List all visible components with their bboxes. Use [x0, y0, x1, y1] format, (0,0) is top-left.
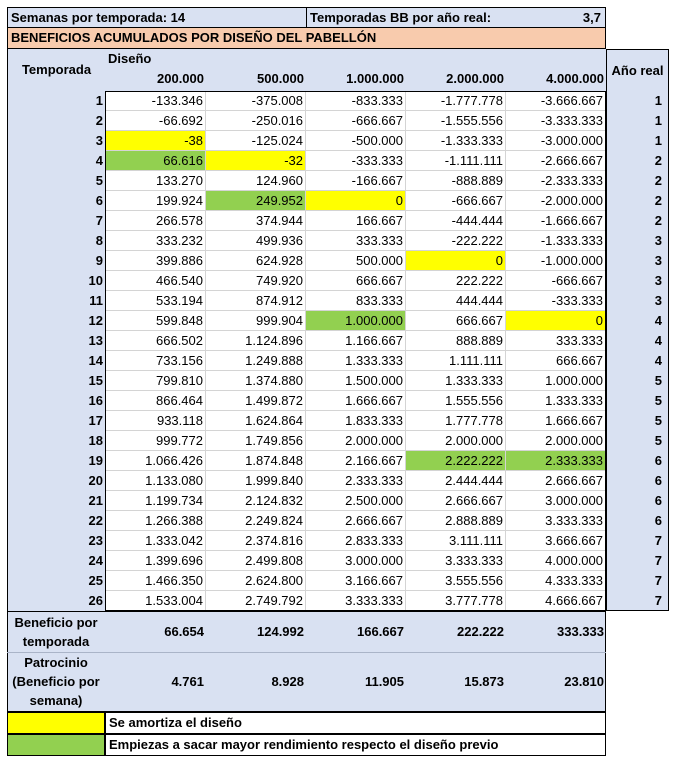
benefit-cell[interactable]: -333.333	[506, 291, 606, 311]
benefit-cell[interactable]: -500.000	[306, 131, 406, 151]
benefit-cell[interactable]: 2.374.816	[206, 531, 306, 551]
benefit-cell[interactable]: 1.333.333	[506, 391, 606, 411]
sponsorship-value[interactable]: 11.905	[364, 674, 404, 689]
benefit-cell[interactable]: 266.578	[105, 211, 206, 231]
season-number[interactable]: 25	[7, 571, 105, 591]
benefit-cell[interactable]: -1.333.333	[506, 231, 606, 251]
benefit-cell[interactable]: 2.749.792	[206, 591, 306, 611]
season-number[interactable]: 11	[7, 291, 105, 311]
season-number[interactable]: 1	[7, 91, 105, 111]
benefit-per-season-label[interactable]	[7, 611, 105, 652]
benefit-cell[interactable]: 2.499.808	[206, 551, 306, 571]
table-title[interactable]: BENEFICIOS ACUMULADOS POR DISEÑO DEL PABELLÓN	[7, 27, 606, 49]
season-number[interactable]: 19	[7, 451, 105, 471]
season-number[interactable]: 8	[7, 231, 105, 251]
benefit-cell[interactable]: 833.333	[306, 291, 406, 311]
benefit-cell[interactable]: 933.118	[105, 411, 206, 431]
benefit-per-season-value[interactable]: 66.654	[164, 624, 204, 639]
benefit-cell[interactable]: 1.133.080	[105, 471, 206, 491]
benefit-cell[interactable]: -1.333.333	[406, 131, 506, 151]
benefit-cell[interactable]: 1.666.667	[506, 411, 606, 431]
benefit-cell[interactable]: 2.666.667	[406, 491, 506, 511]
benefit-cell[interactable]: -222.222	[406, 231, 506, 251]
benefit-cell[interactable]: 999.904	[206, 311, 306, 331]
season-number[interactable]: 4	[7, 151, 105, 171]
benefit-cell[interactable]: 2.833.333	[306, 531, 406, 551]
benefit-cell[interactable]: 749.920	[206, 271, 306, 291]
benefit-cell[interactable]: 3.666.667	[506, 531, 606, 551]
real-year[interactable]: 4	[606, 331, 669, 351]
year-column-bottom-border	[606, 610, 669, 611]
benefit-cell[interactable]: 333.232	[105, 231, 206, 251]
design-header-5[interactable]: 4.000.000	[506, 69, 606, 91]
design-header-4[interactable]: 2.000.000	[406, 69, 506, 91]
benefit-cell[interactable]: 249.952	[206, 191, 306, 211]
benefit-cell[interactable]: 222.222	[406, 271, 506, 291]
benefit-cell[interactable]: -333.333	[306, 151, 406, 171]
benefit-cell[interactable]: 666.502	[105, 331, 206, 351]
benefit-cell[interactable]: 1.124.896	[206, 331, 306, 351]
season-number[interactable]: 22	[7, 511, 105, 531]
benefit-cell[interactable]: 3.166.667	[306, 571, 406, 591]
benefit-cell[interactable]: -444.444	[406, 211, 506, 231]
benefit-cell[interactable]: 2.666.667	[306, 511, 406, 531]
real-year[interactable]: 1	[606, 131, 669, 151]
real-year[interactable]: 3	[606, 231, 669, 251]
benefit-cell[interactable]: 733.156	[105, 351, 206, 371]
benefit-cell[interactable]: 3.111.111	[406, 531, 506, 551]
real-year[interactable]: 5	[606, 411, 669, 431]
real-year[interactable]: 6	[606, 451, 669, 471]
benefit-cell[interactable]: 2.000.000	[506, 431, 606, 451]
benefit-cell[interactable]: 66.616	[105, 151, 206, 171]
benefit-cell[interactable]: 124.960	[206, 171, 306, 191]
benefit-cell[interactable]: 466.540	[105, 271, 206, 291]
benefit-cell[interactable]: 166.667	[306, 211, 406, 231]
benefit-cell[interactable]: 500.000	[306, 251, 406, 271]
benefit-per-season-value[interactable]: 222.222	[457, 624, 504, 639]
benefit-cell[interactable]: -1.000.000	[506, 251, 606, 271]
benefit-cell[interactable]: 499.936	[206, 231, 306, 251]
benefit-cell[interactable]: -1.777.778	[406, 91, 506, 111]
benefit-cell[interactable]: 2.888.889	[406, 511, 506, 531]
benefit-cell[interactable]: 444.444	[406, 291, 506, 311]
real-year[interactable]: 7	[606, 571, 669, 591]
benefit-cell[interactable]: 1.111.111	[406, 351, 506, 371]
benefit-cell[interactable]: -3.333.333	[506, 111, 606, 131]
benefit-per-season-value[interactable]: 333.333	[557, 624, 604, 639]
benefit-cell[interactable]: 399.886	[105, 251, 206, 271]
benefit-cell[interactable]: 1.500.000	[306, 371, 406, 391]
benefit-cell[interactable]: -375.008	[206, 91, 306, 111]
benefit-cell[interactable]: -250.016	[206, 111, 306, 131]
benefit-cell[interactable]: -2.333.333	[506, 171, 606, 191]
season-number[interactable]: 15	[7, 371, 105, 391]
bb-seasons-per-year-label[interactable]	[306, 7, 606, 28]
benefit-label-line-2: temporada	[22, 634, 90, 649]
benefit-cell[interactable]: 0	[306, 191, 406, 211]
benefit-cell[interactable]: 666.667	[406, 311, 506, 331]
benefit-cell[interactable]: 1.533.004	[105, 591, 206, 611]
bb-seasons-value: 3,7	[582, 10, 601, 25]
real-year[interactable]: 2	[606, 171, 669, 191]
benefit-cell[interactable]: 1.066.426	[105, 451, 206, 471]
design-group-header: Diseño	[108, 51, 152, 66]
sponsorship-label[interactable]	[7, 652, 105, 712]
season-number[interactable]: 18	[7, 431, 105, 451]
benefit-cell[interactable]: 624.928	[206, 251, 306, 271]
season-column-header[interactable]: Temporada	[7, 49, 105, 91]
benefit-cell[interactable]: 2.500.000	[306, 491, 406, 511]
benefit-cell[interactable]: 2.249.824	[206, 511, 306, 531]
weeks-per-season-label[interactable]: Semanas por temporada: 14	[7, 7, 307, 28]
benefit-cell[interactable]: -2.666.667	[506, 151, 606, 171]
real-year[interactable]: 3	[606, 291, 669, 311]
benefit-cell[interactable]: 2.624.800	[206, 571, 306, 591]
benefit-cell[interactable]: 333.333	[306, 231, 406, 251]
benefit-cell[interactable]: -2.000.000	[506, 191, 606, 211]
benefit-cell[interactable]: 888.889	[406, 331, 506, 351]
season-number[interactable]: 3	[7, 131, 105, 151]
season-number[interactable]: 14	[7, 351, 105, 371]
benefit-cell[interactable]: -125.024	[206, 131, 306, 151]
benefit-cell[interactable]: 3.555.556	[406, 571, 506, 591]
season-number[interactable]: 6	[7, 191, 105, 211]
season-number[interactable]: 26	[7, 591, 105, 611]
real-year[interactable]: 1	[606, 111, 669, 131]
benefit-cell[interactable]: 2.000.000	[406, 431, 506, 451]
legend-text[interactable]: Empiezas a sacar mayor rendimiento respecto el diseño previo	[105, 734, 606, 756]
benefit-cell[interactable]: 3.000.000	[306, 551, 406, 571]
benefit-cell[interactable]: -166.667	[306, 171, 406, 191]
season-number[interactable]: 9	[7, 251, 105, 271]
benefit-cell[interactable]: 1.777.778	[406, 411, 506, 431]
benefit-cell[interactable]: 2.166.667	[306, 451, 406, 471]
benefit-cell[interactable]: 666.667	[306, 271, 406, 291]
benefit-cell[interactable]: 866.464	[105, 391, 206, 411]
benefit-label-line-1: Beneficio por	[14, 615, 98, 630]
benefit-cell[interactable]: 0	[506, 311, 606, 331]
benefit-cell[interactable]: -3.666.667	[506, 91, 606, 111]
real-year[interactable]: 7	[606, 531, 669, 551]
benefit-cell[interactable]: 3.777.778	[406, 591, 506, 611]
season-number[interactable]: 23	[7, 531, 105, 551]
benefit-cell[interactable]: 2.666.667	[506, 471, 606, 491]
real-year[interactable]: 2	[606, 191, 669, 211]
season-number[interactable]: 24	[7, 551, 105, 571]
season-number[interactable]: 5	[7, 171, 105, 191]
sponsorship-value[interactable]: 15.873	[464, 674, 504, 689]
benefit-cell[interactable]: -1.666.667	[506, 211, 606, 231]
benefit-cell[interactable]: 533.194	[105, 291, 206, 311]
benefit-cell[interactable]: 1.333.042	[105, 531, 206, 551]
season-number[interactable]: 17	[7, 411, 105, 431]
benefit-cell[interactable]: 2.222.222	[406, 451, 506, 471]
benefit-cell[interactable]: -666.667	[406, 191, 506, 211]
season-number[interactable]: 21	[7, 491, 105, 511]
benefit-cell[interactable]: -1.111.111	[406, 151, 506, 171]
benefit-cell[interactable]: 2.444.444	[406, 471, 506, 491]
benefit-cell[interactable]: 2.333.333	[506, 451, 606, 471]
real-year[interactable]: 1	[606, 91, 669, 111]
benefit-cell[interactable]: 4.000.000	[506, 551, 606, 571]
benefit-cell[interactable]: -3.000.000	[506, 131, 606, 151]
real-year[interactable]: 7	[606, 591, 669, 611]
real-year[interactable]: 2	[606, 211, 669, 231]
benefit-cell[interactable]: 333.333	[506, 331, 606, 351]
sponsorship-value[interactable]: 23.810	[564, 674, 604, 689]
benefit-cell[interactable]: 3.333.333	[506, 511, 606, 531]
benefit-cell[interactable]: 1.624.864	[206, 411, 306, 431]
benefit-cell[interactable]: 1.666.667	[306, 391, 406, 411]
benefit-cell[interactable]: 0	[406, 251, 506, 271]
benefit-cell[interactable]: 2.124.832	[206, 491, 306, 511]
benefit-cell[interactable]: 4.333.333	[506, 571, 606, 591]
benefit-cell[interactable]: 3.333.333	[306, 591, 406, 611]
benefit-per-season-value[interactable]: 166.667	[357, 624, 404, 639]
season-number[interactable]: 20	[7, 471, 105, 491]
benefit-cell[interactable]: 1.555.556	[406, 391, 506, 411]
benefit-cell[interactable]: 1.333.333	[306, 351, 406, 371]
real-year[interactable]: 5	[606, 391, 669, 411]
benefit-cell[interactable]: -1.555.556	[406, 111, 506, 131]
real-year[interactable]: 5	[606, 431, 669, 451]
real-year[interactable]: 7	[606, 551, 669, 571]
season-number[interactable]: 10	[7, 271, 105, 291]
benefit-cell[interactable]: 1.833.333	[306, 411, 406, 431]
sponsorship-value[interactable]: 4.761	[171, 674, 204, 689]
benefit-cell[interactable]: -666.667	[306, 111, 406, 131]
legend-swatch	[7, 734, 105, 756]
real-year[interactable]: 2	[606, 151, 669, 171]
real-year[interactable]: 6	[606, 471, 669, 491]
real-year[interactable]: 4	[606, 351, 669, 371]
benefit-cell[interactable]: -888.889	[406, 171, 506, 191]
benefit-cell[interactable]: 1.000.000	[506, 371, 606, 391]
sponsor-label-line-3: semana)	[29, 693, 83, 708]
benefit-cell[interactable]: -833.333	[306, 91, 406, 111]
benefit-cell[interactable]: 1.166.667	[306, 331, 406, 351]
benefit-cell[interactable]: 1.999.840	[206, 471, 306, 491]
season-number[interactable]: 2	[7, 111, 105, 131]
real-year[interactable]: 6	[606, 511, 669, 531]
design-header-2[interactable]: 500.000	[206, 69, 306, 91]
real-year[interactable]: 4	[606, 311, 669, 331]
benefit-cell[interactable]: 1.499.872	[206, 391, 306, 411]
benefit-cell[interactable]: 4.666.667	[506, 591, 606, 611]
benefit-cell[interactable]: 1.199.734	[105, 491, 206, 511]
benefit-cell[interactable]: 999.772	[105, 431, 206, 451]
legend-text[interactable]: Se amortiza el diseño	[105, 712, 606, 734]
design-header-3[interactable]: 1.000.000	[306, 69, 406, 91]
real-year[interactable]: 3	[606, 271, 669, 291]
bb-seasons-label-text: Temporadas BB por año real:	[310, 10, 492, 25]
benefit-cell[interactable]: -133.346	[105, 91, 206, 111]
benefit-cell[interactable]: 1.874.848	[206, 451, 306, 471]
benefit-cell[interactable]: 666.667	[506, 351, 606, 371]
benefit-cell[interactable]: 133.270	[105, 171, 206, 191]
benefit-cell[interactable]: 199.924	[105, 191, 206, 211]
benefit-cell[interactable]: 374.944	[206, 211, 306, 231]
benefit-cell[interactable]: 1.749.856	[206, 431, 306, 451]
real-year[interactable]: 5	[606, 371, 669, 391]
real-year[interactable]: 3	[606, 251, 669, 271]
sponsor-label-line-2: (Beneficio por	[12, 674, 100, 689]
legend-swatch	[7, 712, 105, 734]
real-year[interactable]: 6	[606, 491, 669, 511]
benefit-cell[interactable]: 1.249.888	[206, 351, 306, 371]
sponsor-label-line-1: Patrocinio	[24, 655, 88, 670]
benefit-cell[interactable]: 874.912	[206, 291, 306, 311]
benefit-cell[interactable]: 599.848	[105, 311, 206, 331]
season-number[interactable]: 16	[7, 391, 105, 411]
year-column-header[interactable]: Año real	[606, 49, 669, 91]
benefit-cell[interactable]: -32	[206, 151, 306, 171]
benefit-cell[interactable]: 3.000.000	[506, 491, 606, 511]
benefit-cell[interactable]: 3.333.333	[406, 551, 506, 571]
design-header-1[interactable]: 200.000	[105, 69, 206, 91]
benefit-per-season-value[interactable]: 124.992	[257, 624, 304, 639]
season-number[interactable]: 13	[7, 331, 105, 351]
benefit-cell[interactable]: -66.692	[105, 111, 206, 131]
benefit-cell[interactable]: 1.000.000	[306, 311, 406, 331]
benefit-cell[interactable]: 2.000.000	[306, 431, 406, 451]
benefit-cell[interactable]: 1.374.880	[206, 371, 306, 391]
season-number[interactable]: 7	[7, 211, 105, 231]
benefit-cell[interactable]: 1.466.350	[105, 571, 206, 591]
season-number[interactable]: 12	[7, 311, 105, 331]
benefit-cell[interactable]: -38	[105, 131, 206, 151]
benefit-cell[interactable]: 2.333.333	[306, 471, 406, 491]
benefit-cell[interactable]: -666.667	[506, 271, 606, 291]
benefit-cell[interactable]: 1.333.333	[406, 371, 506, 391]
benefit-cell[interactable]: 1.399.696	[105, 551, 206, 571]
sponsorship-value[interactable]: 8.928	[271, 674, 304, 689]
benefit-cell[interactable]: 799.810	[105, 371, 206, 391]
benefit-cell[interactable]: 1.266.388	[105, 511, 206, 531]
